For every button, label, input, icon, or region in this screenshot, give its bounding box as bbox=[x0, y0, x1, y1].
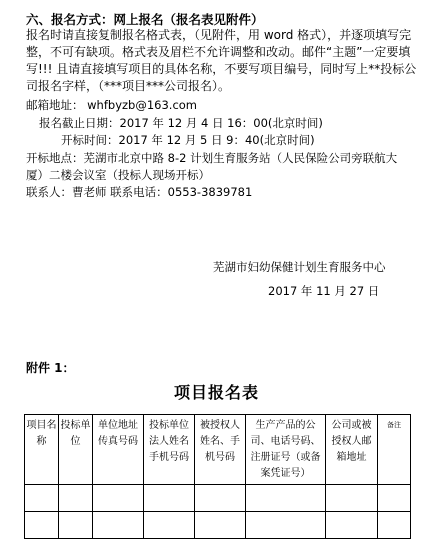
table-cell bbox=[93, 512, 144, 539]
table-cell bbox=[326, 512, 378, 539]
table-cell bbox=[246, 485, 326, 512]
table-row bbox=[25, 485, 411, 512]
header-cell: 投标单位法人姓名手机号码 bbox=[144, 415, 195, 485]
instructions-text: 报名时请直接复制报名格式表，（见附件，用 word 格式），并逐项填写完整，不可有缺项。格式表及眉栏不允许调整和改动。邮件“主题”一定要填写!!! 且请直接填写项目的具体名称，不要写项目编号，同时写上**投标公司报名字样，（***项目***公司报名）。 bbox=[26, 28, 417, 93]
table-cell bbox=[326, 485, 378, 512]
header-cell: 公司或被授权人邮箱地址 bbox=[326, 415, 378, 485]
table-cell bbox=[144, 512, 195, 539]
header-cell: 备注 bbox=[378, 415, 411, 485]
header-cell: 被授权人姓名、手机号码 bbox=[195, 415, 246, 485]
section-title: 六、报名方式：网上报名（报名表见附件） bbox=[26, 12, 264, 27]
registration-table bbox=[24, 414, 411, 539]
issuer: 芜湖市妇幼保健计划生育服务中心 bbox=[213, 260, 386, 274]
attachment-label: 附件 1： bbox=[26, 361, 75, 375]
location-line-1: 开标地点：芜湖市北京中路 8-2 计划生育服务站（人民保险公司旁联航大 bbox=[26, 151, 398, 165]
table-cell bbox=[195, 485, 246, 512]
table-cell bbox=[246, 512, 326, 539]
table-cell bbox=[378, 485, 411, 512]
table-row bbox=[25, 512, 411, 539]
location-line-2: 厦）二楼会议室（投标人现场开标） bbox=[26, 168, 210, 182]
instructions-paragraph bbox=[26, 27, 418, 95]
header-cell: 投标单位 bbox=[59, 415, 93, 485]
table-cell bbox=[195, 512, 246, 539]
table-cell bbox=[59, 512, 93, 539]
table-cell bbox=[144, 485, 195, 512]
table-cell bbox=[93, 485, 144, 512]
header-cell: 项目名称 bbox=[25, 415, 59, 485]
table-cell bbox=[25, 485, 59, 512]
email-line: 邮箱地址： whfbyzb@163.com bbox=[26, 98, 198, 112]
table-title: 项目报名表 bbox=[173, 383, 259, 402]
table-cell bbox=[378, 512, 411, 539]
table-header-row bbox=[25, 415, 411, 485]
table-cell bbox=[59, 485, 93, 512]
bid-open-line: 开标时间：2017 年 12 月 5 日 9：40(北京时间) bbox=[61, 133, 315, 147]
deadline-line: 报名截止日期：2017 年 12 月 4 日 16：00(北京时间) bbox=[39, 116, 323, 130]
table-cell bbox=[25, 512, 59, 539]
header-cell: 单位地址传真号码 bbox=[93, 415, 144, 485]
issue-date: 2017 年 11 月 27 日 bbox=[268, 284, 380, 298]
contact-line: 联系人：曹老师 联系电话：0553-3839781 bbox=[26, 185, 253, 199]
header-cell: 生产产品的公司、电话号码、注册证号（或备案凭证号） bbox=[246, 415, 326, 485]
